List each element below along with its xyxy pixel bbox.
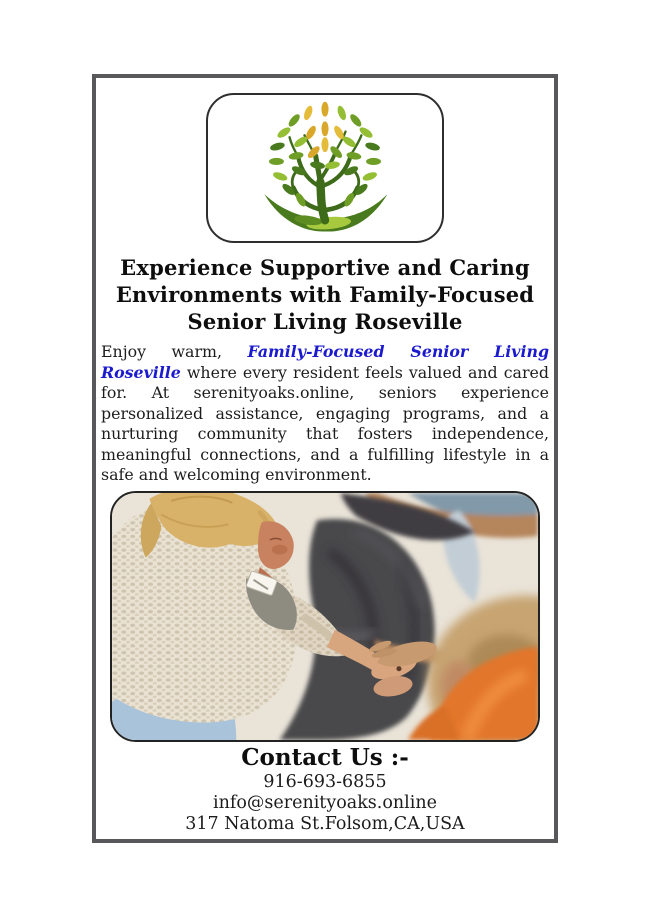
caregiver-senior-photo [110, 491, 540, 742]
logo-box [206, 93, 444, 243]
photo-illustration [112, 493, 538, 740]
contact-section [96, 745, 554, 834]
contact-email: info@serenityoaks.online [213, 792, 437, 813]
contact-title: Contact Us :- [241, 744, 409, 772]
highlight-keyword: Family-Focused Senior Living Roseville [101, 342, 549, 382]
contact-phone: 916-693-6855 [263, 771, 387, 792]
intro-paragraph [101, 342, 549, 485]
tree-of-life-logo-icon [249, 98, 401, 238]
intro-text-rest: where every resident feels valued and cared for. At serenityoaks.online, seniors experience personalized assistance, engaging programs, and a nurturing community that fosters independence, meaningful connections, and a fulfilling lifestyle in a safe and welcoming environment. [101, 362, 549, 484]
page-title: Experience Supportive and Caring Environments with Family-Focused Senior Living Roseville [115, 255, 535, 335]
flyer-frame [92, 74, 558, 843]
intro-text-start: Enjoy warm, [101, 342, 248, 362]
contact-address: 317 Natoma St.Folsom,CA,USA [185, 813, 465, 834]
